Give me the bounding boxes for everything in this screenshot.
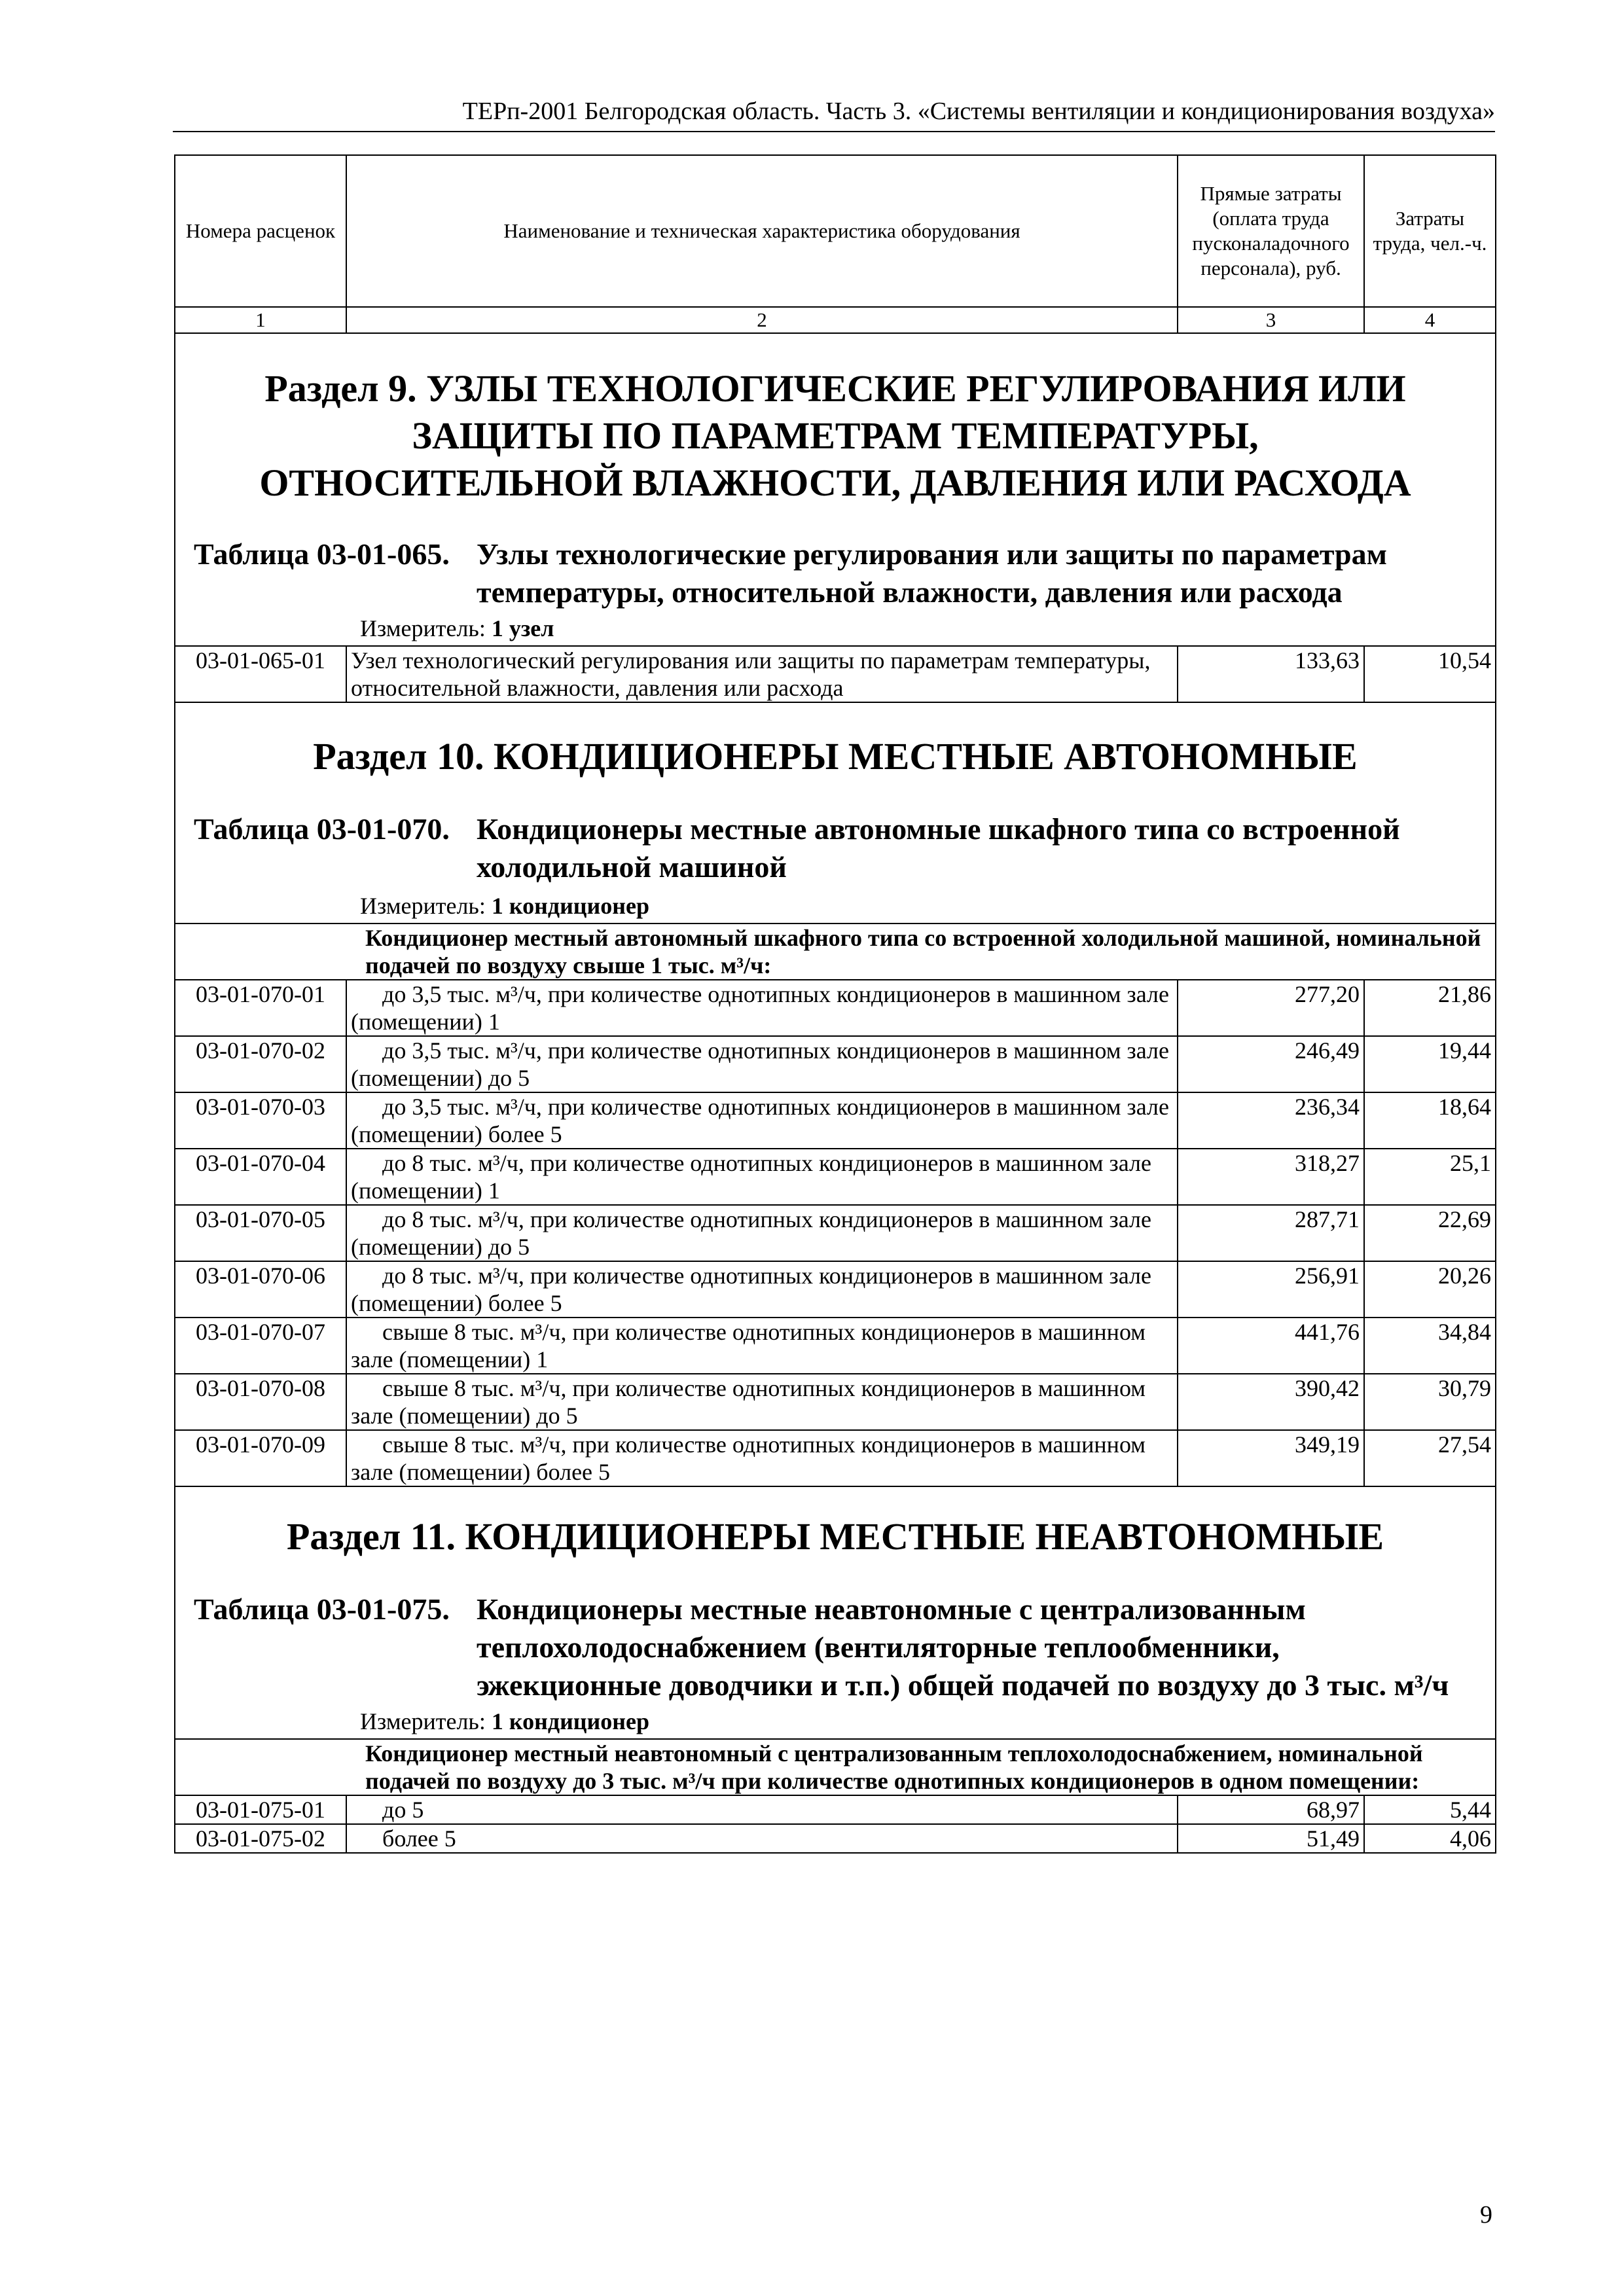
table-row	[175, 1036, 1496, 1092]
table-row	[175, 1261, 1496, 1318]
table-title	[179, 535, 1491, 611]
rate-labor: 5,44	[1364, 1795, 1496, 1824]
subheading-row	[175, 1739, 1496, 1795]
rate-code: 03-01-070-04	[175, 1149, 346, 1205]
column-header-cost: Прямые затраты (оплата труда пусконаладочного персонала), руб.	[1178, 155, 1364, 307]
meter-value: 1 кондиционер	[491, 893, 650, 919]
meter-value: 1 кондиционер	[491, 1708, 650, 1734]
rate-labor: 20,26	[1364, 1261, 1496, 1318]
rate-cost: 68,97	[1178, 1795, 1364, 1824]
rate-labor: 34,84	[1364, 1318, 1496, 1374]
rate-labor: 25,1	[1364, 1149, 1496, 1205]
rate-code: 03-01-070-07	[175, 1318, 346, 1374]
meter-label: Измеритель:	[360, 893, 486, 919]
rate-name: до 3,5 тыс. м³/ч, при количестве однотипных кондиционеров в машинном зале (помещении) 1	[346, 980, 1178, 1036]
rate-name: до 8 тыс. м³/ч, при количестве однотипных кондиционеров в машинном зале (помещении) более 5	[346, 1261, 1178, 1318]
column-number: 4	[1364, 307, 1496, 333]
table-number: Таблица 03-01-075.	[194, 1592, 450, 1626]
rate-labor: 30,79	[1364, 1374, 1496, 1430]
rate-cost: 349,19	[1178, 1430, 1364, 1486]
running-header: ТЕРп-2001 Белгородская область. Часть 3. «Системы вентиляции и кондиционирования воздуха»	[173, 96, 1495, 132]
table-row	[175, 1430, 1496, 1486]
column-header-name: Наименование и техническая характеристика оборудования	[346, 155, 1178, 307]
table-title	[179, 1590, 1491, 1704]
rate-code: 03-01-065-01	[175, 646, 346, 702]
rate-name: до 5	[346, 1795, 1178, 1824]
rate-name: свыше 8 тыс. м³/ч, при количестве однотипных кондиционеров в машинном зале (помещении) 1	[346, 1318, 1178, 1374]
rate-code: 03-01-070-06	[175, 1261, 346, 1318]
rate-labor: 4,06	[1364, 1824, 1496, 1853]
section-block	[175, 333, 1496, 646]
rate-name: до 3,5 тыс. м³/ч, при количестве однотипных кондиционеров в машинном зале (помещении) до 5	[346, 1036, 1178, 1092]
section-block	[175, 1486, 1496, 1739]
rate-cost: 246,49	[1178, 1036, 1364, 1092]
unit-of-measure	[360, 891, 1491, 920]
rate-cost: 441,76	[1178, 1318, 1364, 1374]
rate-name: до 8 тыс. м³/ч, при количестве однотипных кондиционеров в машинном зале (помещении) до 5	[346, 1205, 1178, 1261]
column-header-labor: Затраты труда, чел.-ч.	[1364, 155, 1496, 307]
rate-name: более 5	[346, 1824, 1178, 1853]
column-number: 2	[346, 307, 1178, 333]
rate-cost: 133,63	[1178, 646, 1364, 702]
rate-cost: 236,34	[1178, 1092, 1364, 1149]
table-row	[175, 1795, 1496, 1824]
section-title: Раздел 9. УЗЛЫ ТЕХНОЛОГИЧЕСКИЕ РЕГУЛИРОВАНИЯ ИЛИ ЗАЩИТЫ ПО ПАРАМЕТРАМ ТЕМПЕРАТУРЫ, ОТНОСИТЕЛЬНОЙ ВЛАЖНОСТИ, ДАВЛЕНИЯ ИЛИ РАСХОДА	[259, 367, 1411, 504]
unit-of-measure	[360, 614, 1491, 643]
rate-code: 03-01-070-05	[175, 1205, 346, 1261]
table-number: Таблица 03-01-065.	[194, 537, 450, 571]
table-row	[175, 1374, 1496, 1430]
rate-name: до 3,5 тыс. м³/ч, при количестве однотипных кондиционеров в машинном зале (помещении) более 5	[346, 1092, 1178, 1149]
pricing-table	[174, 154, 1496, 1854]
rate-name: свыше 8 тыс. м³/ч, при количестве однотипных кондиционеров в машинном зале (помещении) более 5	[346, 1430, 1178, 1486]
table-row	[175, 1824, 1496, 1853]
rate-code: 03-01-070-02	[175, 1036, 346, 1092]
rate-code: 03-01-070-08	[175, 1374, 346, 1430]
rate-code: 03-01-070-03	[175, 1092, 346, 1149]
table-row	[175, 980, 1496, 1036]
section-block	[175, 702, 1496, 924]
group-subheading: Кондиционер местный автономный шкафного типа со встроенной холодильной машиной, номинальной подачей по воздуху свыше 1 тыс. м³/ч:	[175, 924, 1496, 980]
rate-code: 03-01-075-01	[175, 1795, 346, 1824]
subheading-row	[175, 924, 1496, 980]
rate-cost: 318,27	[1178, 1149, 1364, 1205]
rate-code: 03-01-070-01	[175, 980, 346, 1036]
meter-label: Измеритель:	[360, 1708, 486, 1734]
table-row	[175, 1205, 1496, 1261]
group-subheading: Кондиционер местный неавтономный с централизованным теплохолодоснабжением, номинальной подачей по воздуху до 3 тыс. м³/ч при количестве однотипных кондиционеров в одном помещении:	[175, 1739, 1496, 1795]
rate-labor: 22,69	[1364, 1205, 1496, 1261]
table-row	[175, 1318, 1496, 1374]
rate-code: 03-01-075-02	[175, 1824, 346, 1853]
rate-name: Узел технологический регулирования или защиты по параметрам температуры, относительной влажности, давления или расхода	[346, 646, 1178, 702]
page-number: 9	[1480, 2201, 1492, 2229]
section-title: Раздел 10. КОНДИЦИОНЕРЫ МЕСТНЫЕ АВТОНОМНЫЕ	[313, 735, 1358, 778]
table-row	[175, 1149, 1496, 1205]
rate-labor: 19,44	[1364, 1036, 1496, 1092]
table-caption: Узлы технологические регулирования или защиты по параметрам температуры, относительной влажности, давления или расхода	[477, 537, 1387, 609]
column-number: 3	[1178, 307, 1364, 333]
rate-labor: 18,64	[1364, 1092, 1496, 1149]
rate-cost: 256,91	[1178, 1261, 1364, 1318]
rate-cost: 390,42	[1178, 1374, 1364, 1430]
table-caption: Кондиционеры местные автономные шкафного типа со встроенной холодильной машиной	[477, 812, 1400, 884]
rate-cost: 277,20	[1178, 980, 1364, 1036]
rate-cost: 287,71	[1178, 1205, 1364, 1261]
table-row	[175, 646, 1496, 702]
meter-label: Измеритель:	[360, 615, 486, 641]
table-caption: Кондиционеры местные неавтономные с централизованным теплохолодоснабжением (вентиляторные теплообменники, эжекционные доводчики и т.п.) общей подачей по воздуху до 3 тыс. м³/ч	[477, 1592, 1449, 1702]
rate-labor: 21,86	[1364, 980, 1496, 1036]
rate-name: до 8 тыс. м³/ч, при количестве однотипных кондиционеров в машинном зале (помещении) 1	[346, 1149, 1178, 1205]
section-title: Раздел 11. КОНДИЦИОНЕРЫ МЕСТНЫЕ НЕАВТОНОМНЫЕ	[286, 1515, 1384, 1558]
table-number: Таблица 03-01-070.	[194, 812, 450, 846]
rate-labor: 27,54	[1364, 1430, 1496, 1486]
rate-labor: 10,54	[1364, 646, 1496, 702]
column-number-row	[175, 307, 1496, 333]
table-title	[179, 810, 1491, 886]
table-row	[175, 1092, 1496, 1149]
rate-code: 03-01-070-09	[175, 1430, 346, 1486]
meter-value: 1 узел	[491, 615, 554, 641]
column-number: 1	[175, 307, 346, 333]
rate-cost: 51,49	[1178, 1824, 1364, 1853]
table-header-row	[175, 155, 1496, 307]
unit-of-measure	[360, 1707, 1491, 1736]
rate-name: свыше 8 тыс. м³/ч, при количестве однотипных кондиционеров в машинном зале (помещении) до 5	[346, 1374, 1178, 1430]
column-header-code: Номера расценок	[175, 155, 346, 307]
